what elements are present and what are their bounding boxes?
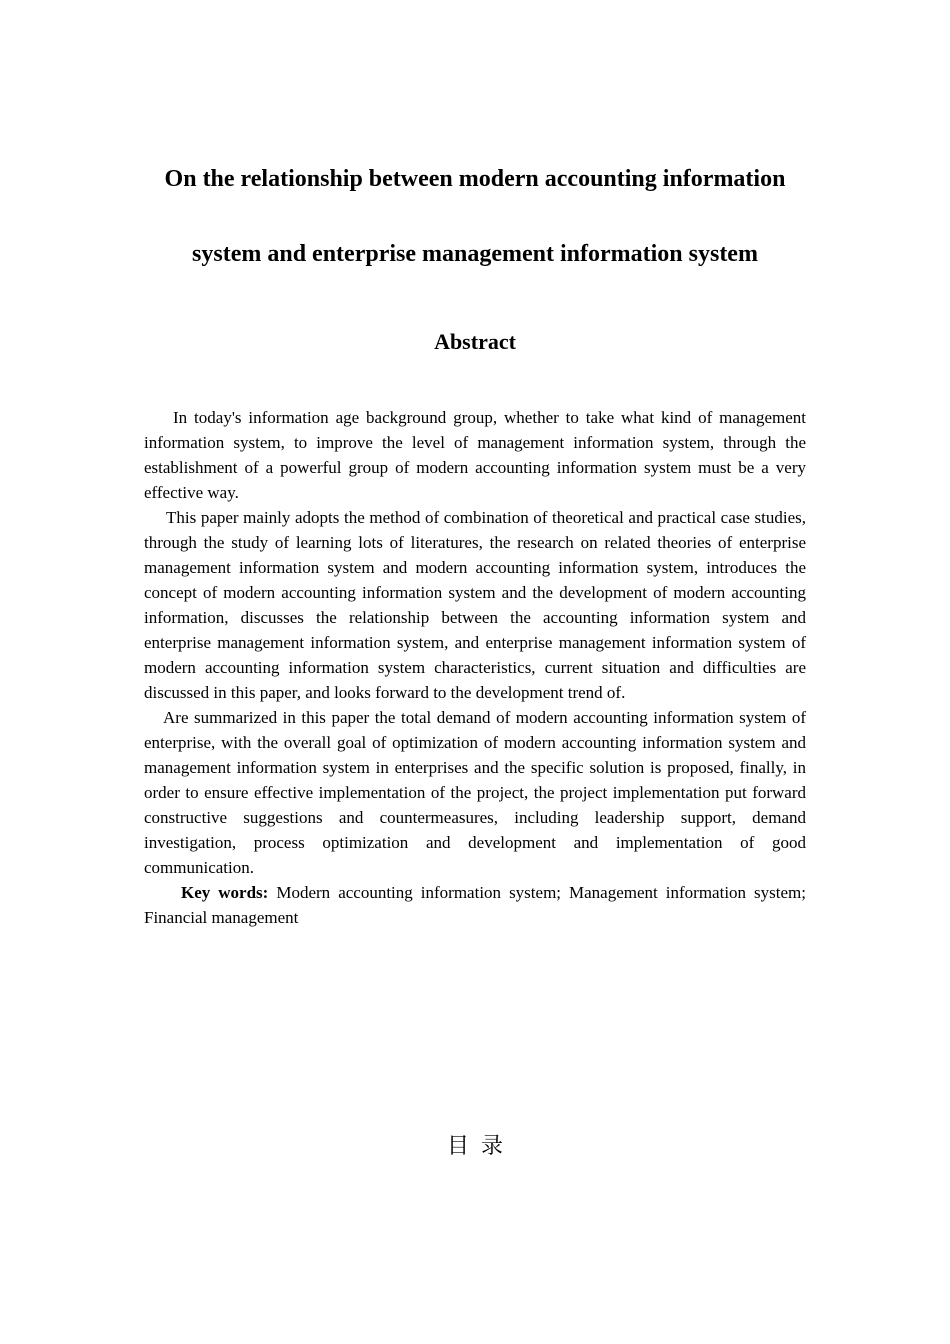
abstract-paragraph-1: In today's information age background group, whether to take what kind of management information system, to improve the level of management information system, through the establishment of a powerful group of modern accounting information system must be a very effective way. xyxy=(144,408,806,502)
toc-heading: 目录 xyxy=(446,1134,515,1159)
paper-title-line-2: system and enterprise management information system xyxy=(192,241,758,267)
abstract-body xyxy=(144,405,806,930)
abstract-heading: Abstract xyxy=(434,329,516,354)
paper-title-line-1: On the relationship between modern accounting information xyxy=(164,166,786,192)
keywords-label: Key words: xyxy=(181,883,269,902)
keywords-text: Modern accounting information system; Management information system; Financial management xyxy=(144,883,807,927)
keywords-paragraph xyxy=(144,880,806,930)
abstract-paragraph-3: Are summarized in this paper the total demand of modern accounting information system of enterprise, with the overall goal of optimization of modern accounting information system and management information system in enterprises and the specific solution is proposed, finally, in order to ensure effective implementation of the project, the project implementation put forward constructive suggestions and countermeasures, including leadership support, demand investigation, process optimization and development and implementation of good communication. xyxy=(144,708,806,877)
abstract-paragraph-2: This paper mainly adopts the method of combination of theoretical and practical case studies, through the study of learning lots of literatures, the research on related theories of enterprise management information system and modern accounting information system, introduces the concept of modern accounting information system and the development of modern accounting information, discusses the relationship between the accounting information system and enterprise management information system, and enterprise management information system of modern accounting information system characteristics, current situation and difficulties are discussed in this paper, and looks forward to the development trend of. xyxy=(144,508,806,702)
